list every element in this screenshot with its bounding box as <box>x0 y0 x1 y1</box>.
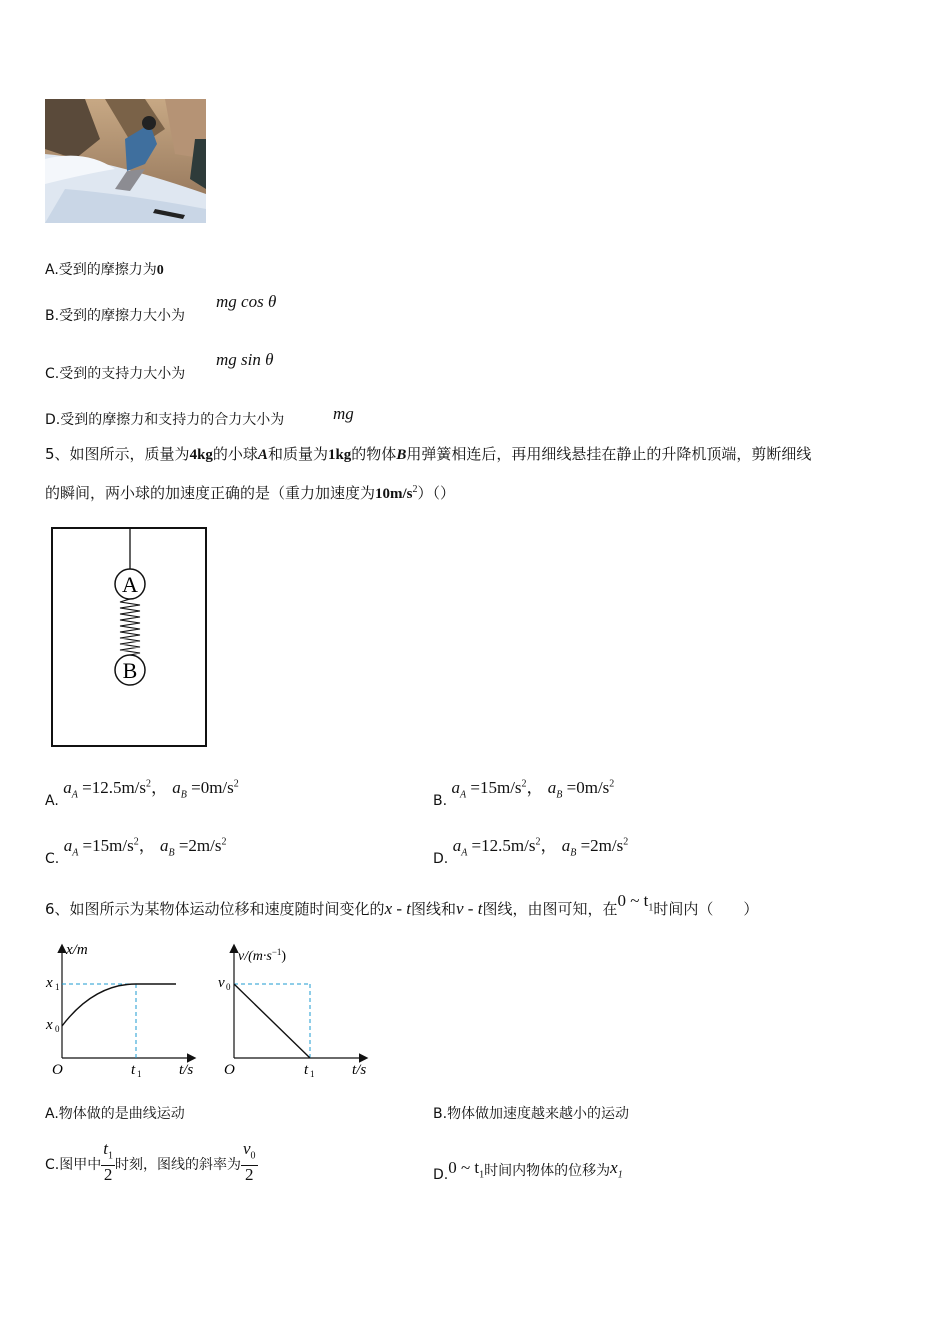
q4-option-a[interactable] <box>45 260 164 281</box>
q4-option-b-expr: mg cos θ <box>216 292 277 311</box>
y-label: x/m <box>66 942 88 958</box>
ball-b-label: B <box>122 658 138 683</box>
q5-text-5: 用弹簧相连后，再用细线悬挂在静止的升降机顶端，剪断细线 <box>406 445 812 463</box>
option-formula: $a_A =12.5m/s^2$， $a_B =0m/s^2$ <box>63 777 239 801</box>
x0-label: x <box>46 1017 53 1033</box>
q6-option-b[interactable] <box>433 1104 629 1124</box>
time-range: 0 ~ $t_1$ <box>448 1158 485 1181</box>
value-aa: 15 <box>92 835 110 855</box>
q5-text-3: 和质量为 <box>267 445 328 463</box>
option-label: B. <box>45 308 60 324</box>
option-label: A. <box>45 792 59 809</box>
q5-text-7: ）（） <box>417 484 456 502</box>
unit: m/s <box>584 777 610 797</box>
xt-graph <box>44 940 204 1082</box>
vt-line <box>234 984 310 1058</box>
unit: m/s <box>196 835 222 855</box>
time-range: 0 ~ $t_1$ <box>617 891 654 914</box>
origin-label: O <box>52 1062 63 1078</box>
xt-curve <box>62 984 176 1026</box>
range-text: 0 ~ t <box>448 1158 480 1177</box>
option-text: 物体做加速度越来越小的运动 <box>447 1106 630 1122</box>
y-label: $v/(m\cdot s^{-1})$ <box>238 947 287 964</box>
unit: m/s <box>496 777 522 797</box>
q6-option-a[interactable] <box>45 1104 185 1124</box>
option-formula: $a_A =15m/s^2$， $a_B =2m/s^2$ <box>63 835 227 859</box>
x1-label: x <box>46 975 53 991</box>
svg-text:1: 1 <box>55 982 60 992</box>
q5-text-4: 的物体 <box>351 445 397 463</box>
q4-option-c-expr: mg sin θ <box>216 350 274 369</box>
option-text: 受到的摩擦力大小为 <box>59 308 186 324</box>
option-label: B. <box>433 1106 448 1122</box>
option-label: C. <box>45 850 60 867</box>
v0-half-fraction: $\frac{v_0}{2}$ <box>242 1139 256 1185</box>
option-formula: $a_A =15m/s^2$， $a_B =0m/s^2$ <box>451 777 615 801</box>
option-text: 时刻，图线的斜率为 <box>114 1157 241 1174</box>
option-value: 0 <box>156 263 164 278</box>
range-text: 0 ~ t <box>617 891 649 910</box>
option-label: C. <box>45 1157 60 1174</box>
option-formula: $a_A =12.5m/s^2$， $a_B =2m/s^2$ <box>452 835 629 859</box>
option-text: 受到的摩擦力为 <box>58 262 157 278</box>
skier-image <box>45 99 206 223</box>
value-ab: 2 <box>188 835 197 855</box>
option-text: 时间内物体的位移为 <box>484 1163 611 1179</box>
svg-text:1: 1 <box>137 1069 142 1079</box>
q5-line-1 <box>45 443 811 466</box>
q4-option-c[interactable] <box>45 364 185 384</box>
origin-label: O <box>224 1062 235 1078</box>
q5-option-b[interactable] <box>433 774 615 809</box>
question-number: 5、 <box>45 445 70 463</box>
unit: m/s <box>510 835 536 855</box>
vt-label: v - t <box>456 899 483 918</box>
option-text: 受到的摩擦力和支持力的合力大小为 <box>60 412 285 428</box>
option-text: 图甲中 <box>59 1157 102 1174</box>
xt-label: x - t <box>384 899 411 918</box>
svg-text:0: 0 <box>226 982 231 992</box>
option-label: A. <box>45 262 59 278</box>
q4-option-d[interactable] <box>45 410 284 430</box>
spring <box>120 599 140 655</box>
q5-line-2: 的瞬间，两小球的加速度正确的是（重力加速度为$10m/s^2)()$ <box>45 484 456 502</box>
option-label: D. <box>433 850 449 867</box>
q5-option-d[interactable] <box>433 832 629 867</box>
unit: m/s <box>598 835 624 855</box>
option-text: 物体做的是曲线运动 <box>58 1106 185 1122</box>
option-label: D. <box>45 412 61 428</box>
q4-option-b[interactable] <box>45 306 185 326</box>
spring-figure <box>50 526 210 748</box>
value-aa: 12.5 <box>481 835 511 855</box>
mass-a: 4kg <box>189 447 213 463</box>
unit: m/s <box>121 777 146 797</box>
q6-text-3: 图线，由图可知，在 <box>482 900 618 918</box>
value-ab: 0 <box>200 777 210 797</box>
q6-option-d[interactable] <box>433 1158 623 1185</box>
q6-text-1: 如图所示为某物体运动位移和速度随时间变化的 <box>69 900 385 918</box>
q6-stem <box>45 891 759 927</box>
x-label: t/s <box>352 1062 367 1078</box>
skier-photo <box>45 99 206 223</box>
ball-b-name: B <box>396 447 407 463</box>
q5-option-a[interactable] <box>45 774 239 809</box>
ball-a-label: A <box>122 572 138 597</box>
q6-text-2: 图线和 <box>411 900 457 918</box>
vt-graph <box>216 940 376 1082</box>
option-label: C. <box>45 366 60 382</box>
t1-half-fraction: $\frac{t_1}{2}$ <box>103 1139 113 1185</box>
unit: m/s <box>209 777 234 797</box>
q5-option-c[interactable] <box>45 832 227 867</box>
ball-a-name: A <box>257 447 268 463</box>
q6-text-4: 时间内（ ） <box>653 900 759 918</box>
q5-text-6: 的瞬间，两小球的加速度正确的是（重力加速度为 <box>45 484 376 502</box>
option-label: A. <box>45 1106 59 1122</box>
option-text: 受到的支持力大小为 <box>59 366 186 382</box>
mass-b: 1kg <box>327 447 352 463</box>
option-label: B. <box>433 792 448 809</box>
t1-label: t <box>131 1062 136 1078</box>
gravity-value: 10m/s <box>375 486 413 502</box>
q6-option-c[interactable] <box>45 1140 258 1184</box>
svg-text:1: 1 <box>310 1069 315 1079</box>
value-aa: 12.5 <box>91 777 122 797</box>
q5-text-2: 的小球 <box>212 445 258 463</box>
q5-text-1: 如图所示，质量为 <box>69 445 190 463</box>
x1-symbol: $x_1$ <box>610 1158 623 1181</box>
option-label: D. <box>433 1167 449 1183</box>
value-ab: 0 <box>576 777 585 797</box>
value-aa: 15 <box>479 777 497 797</box>
question-number: 6、 <box>45 900 70 918</box>
y-label-text: v/(m·s <box>238 949 272 964</box>
unit: m/s <box>109 835 134 855</box>
svg-text:0: 0 <box>55 1024 60 1034</box>
t1-label: t <box>304 1062 309 1078</box>
q4-option-d-expr: mg <box>333 404 354 423</box>
x-label: t/s <box>179 1062 194 1078</box>
v0-label: v <box>218 975 225 991</box>
value-ab: 2 <box>590 835 599 855</box>
